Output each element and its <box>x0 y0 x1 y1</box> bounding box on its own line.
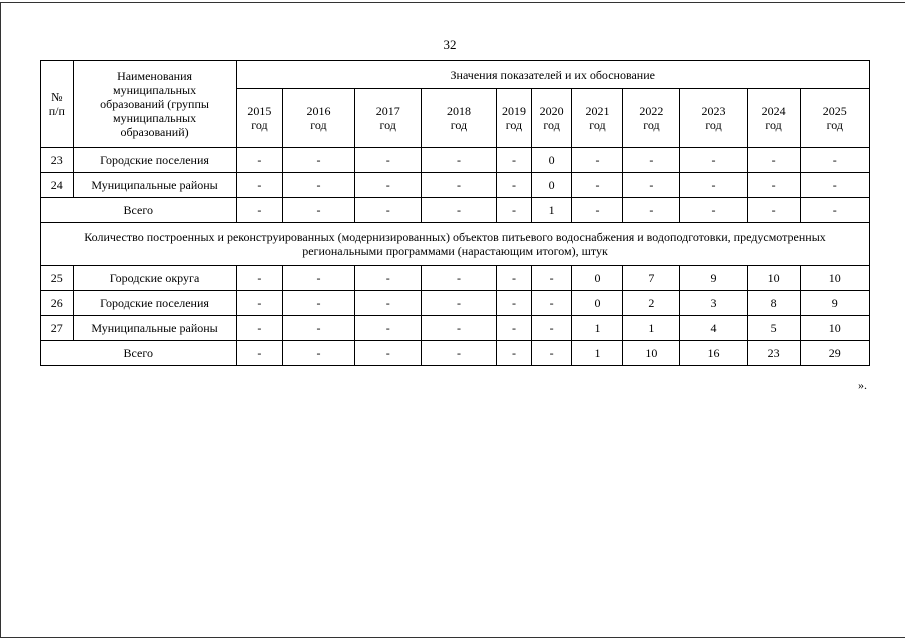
value-cell: - <box>421 266 496 291</box>
section-row <box>41 223 870 266</box>
value-cell: 1 <box>623 316 680 341</box>
header-year: 2015 год <box>236 89 283 148</box>
value-cell: - <box>421 148 496 173</box>
total-label: Всего <box>41 341 237 366</box>
row-number: 25 <box>41 266 74 291</box>
value-cell: 9 <box>800 291 869 316</box>
table-row <box>41 266 870 291</box>
total-label: Всего <box>41 198 237 223</box>
value-cell: - <box>283 173 354 198</box>
value-cell: - <box>531 266 572 291</box>
total-value-cell: - <box>497 341 532 366</box>
table-row <box>41 148 870 173</box>
value-cell: 0 <box>531 148 572 173</box>
value-cell: - <box>747 148 800 173</box>
value-cell: 9 <box>680 266 747 291</box>
header-year: 2020 год <box>531 89 572 148</box>
header-year: 2022 год <box>623 89 680 148</box>
value-cell: - <box>497 291 532 316</box>
value-cell: - <box>421 316 496 341</box>
value-cell: - <box>623 173 680 198</box>
header-row-1 <box>41 61 870 89</box>
total-row <box>41 198 870 223</box>
value-cell: - <box>747 173 800 198</box>
row-number: 26 <box>41 291 74 316</box>
total-value-cell: - <box>236 341 283 366</box>
value-cell: - <box>531 291 572 316</box>
value-cell: - <box>354 148 421 173</box>
total-value-cell: - <box>283 198 354 223</box>
value-cell: - <box>497 266 532 291</box>
page-number: 32 <box>443 37 457 52</box>
value-cell: - <box>421 173 496 198</box>
value-cell: 4 <box>680 316 747 341</box>
value-cell: - <box>236 173 283 198</box>
value-cell: - <box>236 266 283 291</box>
value-cell: - <box>497 148 532 173</box>
total-value-cell: - <box>800 198 869 223</box>
value-cell: 5 <box>747 316 800 341</box>
header-year: 2021 год <box>572 89 623 148</box>
section-title: Количество построенных и реконструированных (модернизированных) объектов питьевого водоснабжения и водоподготовки, предусмотренных региональными программами (нарастающим итогом), штук <box>41 223 870 266</box>
value-cell: 3 <box>680 291 747 316</box>
value-cell: - <box>354 266 421 291</box>
total-value-cell: 29 <box>800 341 869 366</box>
total-value-cell: - <box>531 341 572 366</box>
page-frame-top <box>0 2 905 3</box>
value-cell: - <box>354 173 421 198</box>
row-name: Городские поселения <box>73 291 236 316</box>
header-year: 2019 год <box>497 89 532 148</box>
total-value-cell: - <box>421 198 496 223</box>
header-num: № п/п <box>41 61 74 148</box>
value-cell: 10 <box>800 316 869 341</box>
total-value-cell: 23 <box>747 341 800 366</box>
header-year: 2016 год <box>283 89 354 148</box>
value-cell: - <box>354 291 421 316</box>
row-name: Муниципальные районы <box>73 173 236 198</box>
value-cell: 10 <box>800 266 869 291</box>
row-number: 23 <box>41 148 74 173</box>
page-frame-left <box>0 2 1 638</box>
value-cell: - <box>236 291 283 316</box>
value-cell: - <box>283 291 354 316</box>
value-cell: - <box>531 316 572 341</box>
header-year: 2024 год <box>747 89 800 148</box>
closing-quote-mark: ». <box>858 378 867 392</box>
row-number: 24 <box>41 173 74 198</box>
value-cell: 10 <box>747 266 800 291</box>
value-cell: - <box>497 173 532 198</box>
header-name: Наименования муниципальных образований (группы муниципальных образований) <box>73 61 236 148</box>
value-cell: - <box>283 266 354 291</box>
table-body <box>41 148 870 366</box>
total-value-cell: 1 <box>572 341 623 366</box>
header-year: 2025 год <box>800 89 869 148</box>
value-cell: - <box>800 173 869 198</box>
total-value-cell: - <box>623 198 680 223</box>
value-cell: - <box>572 173 623 198</box>
total-value-cell: - <box>572 198 623 223</box>
row-name: Городские округа <box>73 266 236 291</box>
page-frame-bottom <box>0 637 905 638</box>
value-cell: 2 <box>623 291 680 316</box>
value-cell: - <box>354 316 421 341</box>
table-row <box>41 316 870 341</box>
value-cell: 0 <box>531 173 572 198</box>
total-value-cell: - <box>421 341 496 366</box>
value-cell: 0 <box>572 266 623 291</box>
row-name: Муниципальные районы <box>73 316 236 341</box>
header-year: 2018 год <box>421 89 496 148</box>
total-value-cell: - <box>236 198 283 223</box>
value-cell: - <box>283 148 354 173</box>
header-year: 2017 год <box>354 89 421 148</box>
table-row <box>41 291 870 316</box>
value-cell: - <box>236 148 283 173</box>
value-cell: - <box>283 316 354 341</box>
total-value-cell: - <box>680 198 747 223</box>
table-row <box>41 173 870 198</box>
header-values-group: Значения показателей и их обоснование <box>236 61 870 89</box>
total-value-cell: 16 <box>680 341 747 366</box>
total-value-cell: 1 <box>531 198 572 223</box>
value-cell: 7 <box>623 266 680 291</box>
value-cell: - <box>572 148 623 173</box>
total-value-cell: - <box>354 198 421 223</box>
indicator-table <box>40 60 870 366</box>
value-cell: - <box>236 316 283 341</box>
value-cell: 8 <box>747 291 800 316</box>
value-cell: - <box>623 148 680 173</box>
row-number: 27 <box>41 316 74 341</box>
value-cell: 1 <box>572 316 623 341</box>
value-cell: - <box>497 316 532 341</box>
header-year: 2023 год <box>680 89 747 148</box>
total-value-cell: - <box>354 341 421 366</box>
value-cell: - <box>680 173 747 198</box>
total-value-cell: - <box>283 341 354 366</box>
value-cell: 0 <box>572 291 623 316</box>
value-cell: - <box>680 148 747 173</box>
value-cell: - <box>800 148 869 173</box>
total-value-cell: - <box>497 198 532 223</box>
total-row <box>41 341 870 366</box>
total-value-cell: - <box>747 198 800 223</box>
total-value-cell: 10 <box>623 341 680 366</box>
row-name: Городские поселения <box>73 148 236 173</box>
value-cell: - <box>421 291 496 316</box>
